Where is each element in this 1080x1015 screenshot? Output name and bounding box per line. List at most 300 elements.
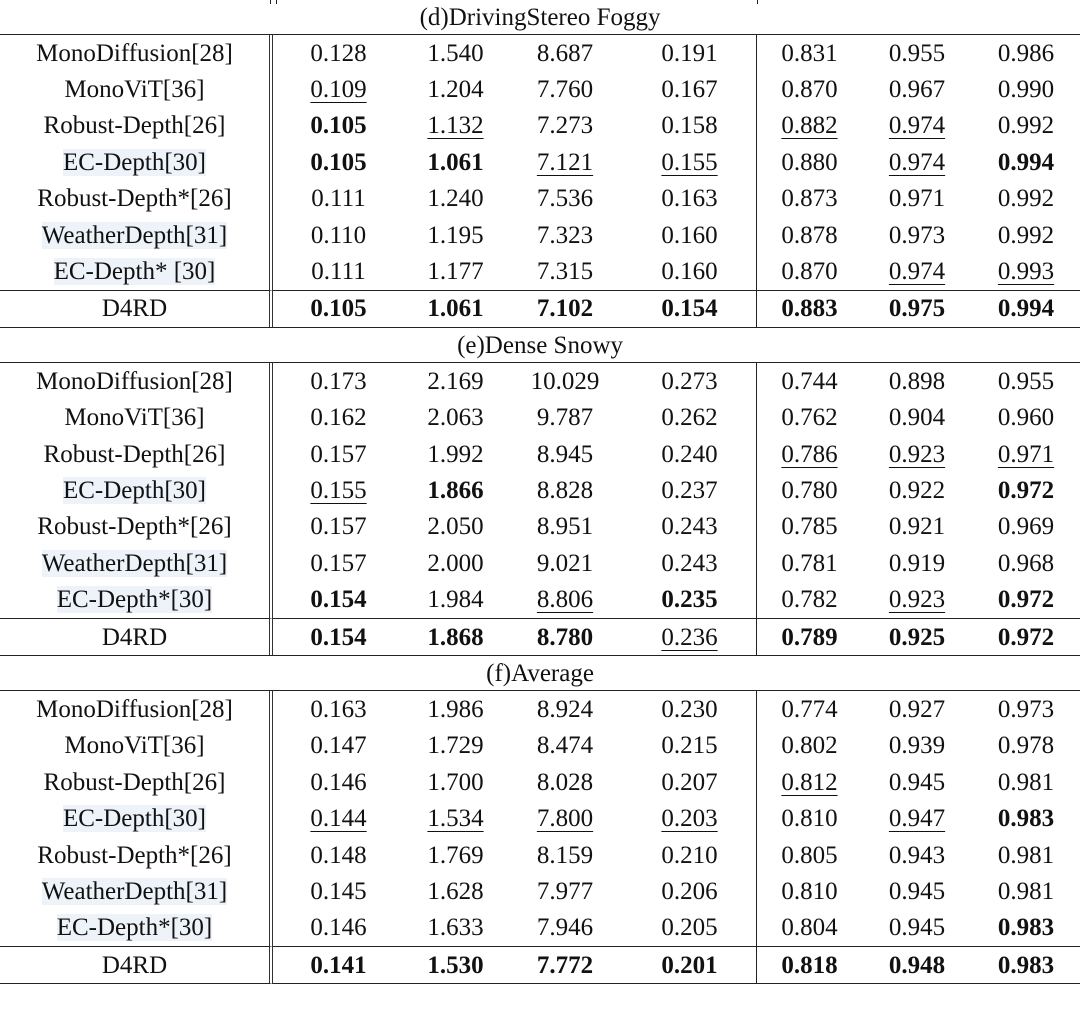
value-text: 0.774 <box>781 695 838 723</box>
value-text: 0.162 <box>310 404 367 432</box>
value-text: 0.922 <box>888 476 946 504</box>
value-text: 1.769 <box>427 841 484 869</box>
value-text: 0.983 <box>997 805 1055 833</box>
table-row <box>0 181 1080 217</box>
value-cell <box>273 363 404 399</box>
value-cell <box>757 873 862 909</box>
value-cell <box>507 873 623 909</box>
value-text: 0.974 <box>888 148 946 176</box>
value-cell <box>507 545 623 581</box>
value-cell <box>623 71 757 107</box>
value-cell <box>862 108 972 144</box>
value-text: 0.160 <box>661 258 718 286</box>
value-text: 1.866 <box>427 476 484 504</box>
value-cell <box>862 217 972 253</box>
value-cell <box>862 728 972 764</box>
method-cell <box>0 71 273 107</box>
method-name: EC-Depth*[30] <box>56 586 213 614</box>
value-cell <box>623 253 757 289</box>
value-cell <box>623 691 757 727</box>
method-name: MonoDiffusion[28] <box>36 695 233 723</box>
value-cell <box>623 545 757 581</box>
value-cell <box>757 618 862 655</box>
value-text: 1.204 <box>427 76 484 104</box>
value-text: 0.992 <box>997 112 1055 140</box>
value-cell <box>862 71 972 107</box>
table-row <box>0 545 1080 581</box>
value-cell <box>757 764 862 800</box>
method-cell <box>0 253 273 289</box>
value-text: 1.628 <box>427 877 484 905</box>
value-text: 0.882 <box>781 112 838 140</box>
value-text: 0.215 <box>661 732 718 760</box>
value-text: 0.110 <box>310 221 367 249</box>
value-cell <box>757 253 862 289</box>
value-cell <box>507 217 623 253</box>
value-text: 0.786 <box>781 440 838 468</box>
value-cell <box>972 910 1080 946</box>
value-text: 0.157 <box>310 440 367 468</box>
value-text: 0.805 <box>781 841 838 869</box>
value-text: 0.812 <box>781 768 838 796</box>
value-cell <box>273 873 404 909</box>
value-cell <box>757 728 862 764</box>
method-name: D4RD <box>101 295 168 323</box>
method-name: EC-Depth[30] <box>62 148 207 176</box>
value-cell <box>507 618 623 655</box>
value-cell <box>507 290 623 327</box>
value-cell <box>623 618 757 655</box>
value-cell <box>507 108 623 144</box>
method-cell <box>0 290 273 327</box>
value-cell <box>623 764 757 800</box>
value-cell <box>507 472 623 508</box>
value-cell <box>404 873 507 909</box>
value-text: 0.880 <box>781 148 838 176</box>
value-text: 0.878 <box>781 221 838 249</box>
value-cell <box>507 946 623 984</box>
value-text: 0.207 <box>661 768 718 796</box>
method-cell <box>0 436 273 472</box>
value-cell <box>273 545 404 581</box>
value-cell <box>972 545 1080 581</box>
value-cell <box>623 290 757 327</box>
value-cell <box>404 728 507 764</box>
table-row <box>0 144 1080 180</box>
value-text: 8.951 <box>536 513 594 541</box>
value-text: 1.986 <box>427 695 484 723</box>
value-text: 0.273 <box>661 367 718 395</box>
value-cell <box>507 35 623 71</box>
value-text: 0.205 <box>661 914 718 942</box>
value-cell <box>273 35 404 71</box>
value-cell <box>757 946 862 984</box>
value-text: 0.744 <box>781 367 838 395</box>
value-text: 0.943 <box>888 841 946 869</box>
value-cell <box>757 509 862 545</box>
value-text: 0.203 <box>661 805 718 833</box>
value-text: 0.923 <box>888 440 946 468</box>
value-cell <box>273 253 404 289</box>
value-cell <box>623 363 757 399</box>
value-text: 0.243 <box>661 513 718 541</box>
method-name: Robust-Depth*[26] <box>37 185 232 213</box>
value-cell <box>273 764 404 800</box>
value-cell <box>623 400 757 436</box>
value-cell <box>507 253 623 289</box>
method-cell <box>0 873 273 909</box>
value-cell <box>972 144 1080 180</box>
value-text: 0.927 <box>888 695 946 723</box>
table-row <box>0 800 1080 836</box>
value-text: 0.144 <box>310 805 367 833</box>
method-name: MonoViT[36] <box>64 76 205 104</box>
value-text: 0.945 <box>888 914 946 942</box>
value-cell <box>404 253 507 289</box>
value-cell <box>972 253 1080 289</box>
value-cell <box>273 910 404 946</box>
value-cell <box>972 35 1080 71</box>
value-cell <box>972 181 1080 217</box>
value-cell <box>404 581 507 617</box>
value-cell <box>273 509 404 545</box>
table-row <box>0 472 1080 508</box>
method-name: WeatherDepth[31] <box>41 221 228 249</box>
value-cell <box>757 363 862 399</box>
value-text: 1.729 <box>427 732 484 760</box>
value-cell <box>972 472 1080 508</box>
value-cell <box>972 363 1080 399</box>
value-text: 7.536 <box>536 185 594 213</box>
value-cell <box>404 35 507 71</box>
value-text: 0.994 <box>997 295 1055 323</box>
value-text: 0.109 <box>310 76 367 104</box>
value-cell <box>862 472 972 508</box>
value-cell <box>273 728 404 764</box>
value-cell <box>862 253 972 289</box>
value-text: 7.760 <box>536 76 594 104</box>
table-row <box>0 910 1080 946</box>
value-text: 0.972 <box>997 623 1055 651</box>
table-row <box>0 71 1080 107</box>
value-text: 9.787 <box>536 404 594 432</box>
value-cell <box>404 691 507 727</box>
value-text: 0.981 <box>997 768 1055 796</box>
value-text: 0.237 <box>661 476 718 504</box>
value-cell <box>404 800 507 836</box>
value-text: 7.121 <box>536 148 594 176</box>
value-text: 8.924 <box>536 695 594 723</box>
value-text: 0.870 <box>781 258 838 286</box>
value-cell <box>862 873 972 909</box>
value-text: 0.105 <box>310 295 367 323</box>
method-name: WeatherDepth[31] <box>41 877 228 905</box>
value-text: 0.993 <box>997 258 1055 286</box>
table-row <box>0 363 1080 399</box>
value-text: 2.050 <box>427 513 484 541</box>
value-cell <box>273 181 404 217</box>
value-text: 0.810 <box>781 805 838 833</box>
value-text: 0.191 <box>661 39 718 67</box>
table-row <box>0 873 1080 909</box>
value-text: 8.945 <box>536 440 594 468</box>
value-cell <box>273 472 404 508</box>
value-text: 0.781 <box>781 549 838 577</box>
value-cell <box>972 217 1080 253</box>
value-text: 0.955 <box>997 367 1055 395</box>
value-cell <box>623 800 757 836</box>
value-text: 0.105 <box>310 148 367 176</box>
value-text: 0.163 <box>310 695 367 723</box>
value-text: 0.105 <box>310 112 367 140</box>
value-text: 7.800 <box>536 805 594 833</box>
value-text: 0.973 <box>997 695 1055 723</box>
value-cell <box>862 618 972 655</box>
value-cell <box>623 181 757 217</box>
table-row <box>0 108 1080 144</box>
value-text: 1.633 <box>427 914 484 942</box>
value-cell <box>757 290 862 327</box>
value-cell <box>757 545 862 581</box>
value-text: 2.169 <box>427 367 484 395</box>
value-text: 8.159 <box>536 841 594 869</box>
value-text: 0.904 <box>888 404 946 432</box>
value-text: 0.762 <box>781 404 838 432</box>
method-cell <box>0 400 273 436</box>
value-text: 0.789 <box>781 623 838 651</box>
value-cell <box>757 71 862 107</box>
value-text: 0.154 <box>661 295 718 323</box>
value-text: 0.945 <box>888 768 946 796</box>
section-title: (f)Average <box>0 655 1080 691</box>
method-name: D4RD <box>101 623 168 651</box>
value-text: 8.028 <box>536 768 594 796</box>
method-cell <box>0 35 273 71</box>
value-cell <box>862 800 972 836</box>
value-text: 0.146 <box>310 768 367 796</box>
value-text: 1.061 <box>427 295 484 323</box>
value-cell <box>507 728 623 764</box>
value-text: 0.974 <box>888 258 946 286</box>
value-text: 0.160 <box>661 221 718 249</box>
value-text: 8.806 <box>536 586 594 614</box>
value-cell <box>404 618 507 655</box>
value-text: 0.111 <box>311 258 366 286</box>
method-cell <box>0 144 273 180</box>
value-text: 1.984 <box>427 586 484 614</box>
value-text: 0.243 <box>661 549 718 577</box>
value-text: 1.868 <box>427 623 484 651</box>
value-text: 0.945 <box>888 877 946 905</box>
value-cell <box>273 618 404 655</box>
value-cell <box>507 363 623 399</box>
value-text: 7.273 <box>536 112 594 140</box>
value-cell <box>623 728 757 764</box>
value-cell <box>972 108 1080 144</box>
value-text: 0.111 <box>311 185 366 213</box>
value-text: 0.262 <box>661 404 718 432</box>
value-text: 0.978 <box>997 732 1055 760</box>
value-cell <box>862 436 972 472</box>
table-row <box>0 764 1080 800</box>
final-row <box>0 618 1080 655</box>
value-text: 0.968 <box>997 549 1055 577</box>
value-cell <box>862 35 972 71</box>
value-cell <box>273 400 404 436</box>
value-text: 0.146 <box>310 914 367 942</box>
value-text: 7.102 <box>536 295 594 323</box>
value-cell <box>404 545 507 581</box>
value-cell <box>404 946 507 984</box>
value-cell <box>972 290 1080 327</box>
value-text: 0.972 <box>997 586 1055 614</box>
value-cell <box>404 910 507 946</box>
value-text: 1.177 <box>427 258 484 286</box>
value-cell <box>757 400 862 436</box>
value-text: 0.163 <box>661 185 718 213</box>
value-cell <box>757 691 862 727</box>
method-cell <box>0 363 273 399</box>
value-cell <box>273 436 404 472</box>
value-text: 0.206 <box>661 877 718 905</box>
value-cell <box>757 581 862 617</box>
value-text: 0.870 <box>781 76 838 104</box>
value-cell <box>757 910 862 946</box>
method-name: EC-Depth*[30] <box>56 914 213 942</box>
value-cell <box>404 509 507 545</box>
value-text: 10.029 <box>530 367 600 395</box>
value-cell <box>623 581 757 617</box>
table-row <box>0 691 1080 727</box>
value-text: 0.948 <box>888 951 946 979</box>
value-cell <box>623 217 757 253</box>
value-text: 0.986 <box>997 39 1055 67</box>
value-cell <box>972 946 1080 984</box>
value-text: 0.973 <box>888 221 946 249</box>
value-text: 0.141 <box>310 951 367 979</box>
value-cell <box>972 837 1080 873</box>
value-cell <box>972 436 1080 472</box>
value-cell <box>757 472 862 508</box>
value-text: 7.315 <box>536 258 594 286</box>
value-cell <box>972 800 1080 836</box>
value-text: 0.158 <box>661 112 718 140</box>
value-text: 1.061 <box>427 148 484 176</box>
value-text: 0.981 <box>997 877 1055 905</box>
method-cell <box>0 946 273 984</box>
value-text: 0.201 <box>661 951 718 979</box>
value-text: 0.969 <box>997 513 1055 541</box>
value-text: 0.898 <box>888 367 946 395</box>
value-text: 0.971 <box>997 440 1055 468</box>
value-text: 0.925 <box>888 623 946 651</box>
value-cell <box>862 581 972 617</box>
value-cell <box>507 691 623 727</box>
value-cell <box>404 217 507 253</box>
method-name: Robust-Depth*[26] <box>37 513 232 541</box>
table-row <box>0 253 1080 289</box>
value-cell <box>757 108 862 144</box>
value-text: 0.947 <box>888 805 946 833</box>
value-text: 0.992 <box>997 185 1055 213</box>
value-cell <box>862 144 972 180</box>
method-cell <box>0 181 273 217</box>
value-text: 0.167 <box>661 76 718 104</box>
value-cell <box>757 35 862 71</box>
value-cell <box>507 509 623 545</box>
value-cell <box>757 837 862 873</box>
value-text: 0.155 <box>310 476 367 504</box>
method-cell <box>0 108 273 144</box>
method-name: Robust-Depth*[26] <box>37 841 232 869</box>
value-cell <box>623 436 757 472</box>
value-text: 1.534 <box>427 805 484 833</box>
method-cell <box>0 509 273 545</box>
value-text: 0.919 <box>888 549 946 577</box>
value-cell <box>623 35 757 71</box>
method-cell <box>0 618 273 655</box>
value-text: 0.983 <box>997 951 1055 979</box>
table-row <box>0 436 1080 472</box>
value-cell <box>404 837 507 873</box>
value-text: 0.230 <box>661 695 718 723</box>
value-text: 0.921 <box>888 513 946 541</box>
value-text: 8.474 <box>536 732 594 760</box>
method-cell <box>0 764 273 800</box>
value-text: 0.157 <box>310 513 367 541</box>
value-cell <box>972 873 1080 909</box>
method-name: MonoViT[36] <box>64 732 205 760</box>
value-text: 0.148 <box>310 841 367 869</box>
value-text: 0.210 <box>661 841 718 869</box>
method-name: MonoViT[36] <box>64 404 205 432</box>
value-cell <box>972 400 1080 436</box>
value-cell <box>273 581 404 617</box>
value-cell <box>273 71 404 107</box>
value-text: 1.530 <box>427 951 484 979</box>
value-text: 0.955 <box>888 39 946 67</box>
value-cell <box>972 71 1080 107</box>
value-text: 1.700 <box>427 768 484 796</box>
value-cell <box>623 472 757 508</box>
value-text: 0.780 <box>781 476 838 504</box>
section-header <box>0 655 1080 691</box>
value-text: 0.923 <box>888 586 946 614</box>
method-cell <box>0 728 273 764</box>
table-row <box>0 728 1080 764</box>
value-cell <box>862 400 972 436</box>
value-cell <box>623 837 757 873</box>
value-cell <box>623 946 757 984</box>
method-cell <box>0 472 273 508</box>
value-cell <box>862 363 972 399</box>
value-cell <box>507 837 623 873</box>
section-header <box>0 0 1080 35</box>
value-cell <box>404 436 507 472</box>
value-text: 0.960 <box>997 404 1055 432</box>
value-text: 0.972 <box>997 476 1055 504</box>
final-row <box>0 946 1080 984</box>
value-text: 0.983 <box>997 914 1055 942</box>
value-text: 1.540 <box>427 39 484 67</box>
value-cell <box>404 290 507 327</box>
value-cell <box>507 71 623 107</box>
value-text: 1.132 <box>427 112 484 140</box>
method-cell <box>0 837 273 873</box>
value-text: 0.974 <box>888 112 946 140</box>
method-cell <box>0 217 273 253</box>
value-cell <box>862 509 972 545</box>
